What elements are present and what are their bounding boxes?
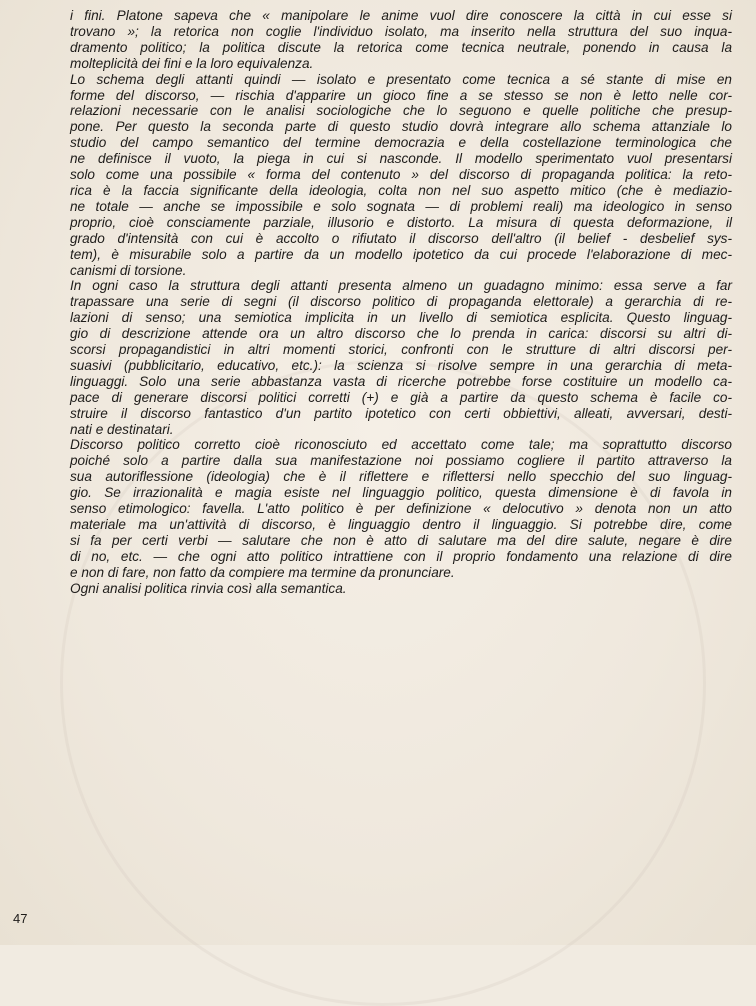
text-line: sua autoriflessione (ideologia) che è il riflettere e riflettersi nello specchio del suo linguag- <box>70 469 732 485</box>
text-line: trapassare una serie di segni (il discorso politico di propaganda elettorale) a gerarchia di re- <box>70 294 732 310</box>
text-line: linguaggi. Solo una serie abbastanza vasta di ricerche potrebbe forse costituire un modello ca- <box>70 373 732 389</box>
text-line: pone. Per questo la seconda parte di questo studio dovrà integrare allo schema attanziale lo <box>70 119 732 135</box>
text-line: lazioni di senso; una semiotica implicita in un livello di semiotica esplicita. Questo linguag- <box>70 310 732 326</box>
text-line: i fini. Platone sapeva che « manipolare le anime vuol dire conoscere la città in cui esse si <box>70 8 732 23</box>
text-line: ne totale — anche se impossibile e solo sognata — di problemi reali) ma ideologico in senso <box>70 198 732 214</box>
page-number: 47 <box>13 911 28 926</box>
text-line: Lo schema degli attanti quindi — isolato e presentato come tecnica a sé stante di mise en <box>70 71 732 87</box>
text-line: ne definisce il vuoto, la piega in cui si nasconde. Il modello sperimentato vuol presentarsi <box>70 151 732 167</box>
text-line: struire il discorso fantastico d'un partito ipotetico con certi obbiettivi, alleati, avversari, desti- <box>70 405 732 421</box>
body-text <box>70 8 732 597</box>
text-line: si fa per certi verbi — salutare che non è atto di salutare ma del dire salute, negare è dire <box>70 532 732 548</box>
text-line: relazioni necessarie con le analisi sociologiche che lo seguono e quelle politiche che presup- <box>70 103 732 119</box>
text-line: rica è la faccia significante della ideologia, colta non nel suo aspetto mitico (che è mediazio- <box>70 182 732 198</box>
text-line: Discorso politico corretto cioè riconosciuto ed accettato come tale; ma soprattutto discorso <box>70 437 732 453</box>
text-line: grado d'intensità con cui è accolto o rifiutato il discorso dell'altro (il belief - desbelief sys- <box>70 230 732 246</box>
text-line: trovano »; la retorica non coglie l'individuo isolato, ma inserito nella struttura del suo inqua- <box>70 23 732 39</box>
text-line: gio di descrizione attende ora un altro discorso che lo prenda in carica: discorsi su altri di- <box>70 326 732 342</box>
text-line: molteplicità dei fini e la loro equivalenza. <box>70 55 314 71</box>
text-line: materiale ma un'attività di discorso, è linguaggio dentro il linguaggio. Si potrebbe dire, come <box>70 517 732 532</box>
text-line: tem), è misurabile solo a partire da un modello ipotetico da cui procede l'elaborazione di mec- <box>70 246 732 262</box>
text-line: senso etimologico: favella. L'atto politico è per definizione « delocutivo » denota non un atto <box>70 501 732 517</box>
text-line: suasivi (pubblicitario, educativo, etc.): la scienza si risolve sempre in una gerarchia di meta- <box>70 357 732 373</box>
text-line: dramento politico; la politica discute la retorica come tecnica neutrale, ponendo in causa la <box>70 39 732 55</box>
text-line: forme del discorso, — rischia d'apparire un gioco fine a se stesso se non è letto nelle cor- <box>70 87 732 103</box>
text-line: canismi di torsione. <box>70 262 187 278</box>
text-line: proprio, cioè consciamente parziale, illusorio e distorto. La misura di questa deformazione, il <box>70 214 732 230</box>
text-line: pace di generare discorsi politici corretti (+) e già a partire da questo schema è facile co- <box>70 389 732 405</box>
text-line: Ogni analisi politica rinvia così alla semantica. <box>70 580 347 596</box>
text-line: scorsi propagandistici in altri momenti storici, confronti con le strutture di altri discorsi per- <box>70 342 732 358</box>
text-line: nati e destinatari. <box>70 421 174 437</box>
text-line: studio del campo semantico del termine democrazia e della costellazione terminologica che <box>70 135 732 151</box>
text-line: e non di fare, non fatto da compiere ma termine da pronunciare. <box>70 564 455 580</box>
text-line: poiché solo a partire dalla sua manifestazione noi possiamo cogliere il partito attraverso la <box>70 453 732 469</box>
text-line: gio. Se irrazionalità e magia esiste nel linguaggio politico, questa dimensione è di favola in <box>70 485 732 501</box>
text-line: In ogni caso la struttura degli attanti presenta almeno un guadagno minimo: essa serve a far <box>70 278 732 294</box>
text-line: solo come una possibile « forma del contenuto » del discorso di propaganda politica: la reto- <box>70 167 732 183</box>
text-line: di no, etc. — che ogni atto politico intrattiene con il proprio fondamento una relazione di dire <box>70 548 732 564</box>
